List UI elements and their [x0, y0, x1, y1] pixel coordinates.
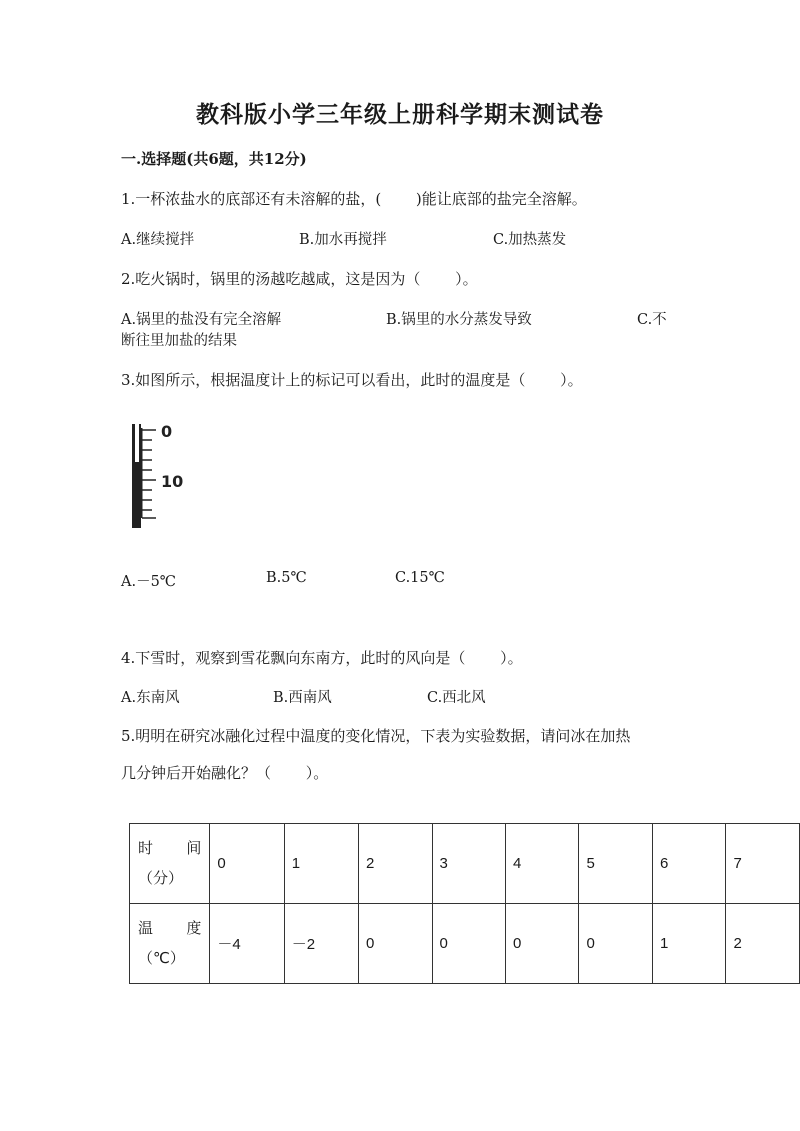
q2-option-b: B.锅里的水分蒸发导致	[386, 312, 532, 328]
thermometer-tube	[132, 424, 135, 528]
table-cell: 3	[432, 824, 505, 904]
q1-option-b: B.加水再搅拌	[299, 232, 387, 248]
q2-option-c: C.不	[637, 312, 667, 328]
table-cell: 0	[359, 904, 432, 984]
q2-option-c-continuation: 断往里加盐的结果	[121, 333, 237, 349]
row-label-temp-unit: （℃）	[138, 949, 185, 967]
table-cell: －2	[284, 904, 358, 984]
thermometer-scale	[141, 428, 143, 518]
q4-option-c: C.西北风	[427, 690, 486, 706]
table-cell: 0	[579, 904, 652, 984]
table-row-temperature	[130, 904, 800, 984]
question-4: 4.下雪时，观察到雪花飘向东南方，此时的风向是（ ）。	[121, 649, 523, 667]
table-cell: 5	[579, 824, 652, 904]
q1-option-c: C.加热蒸发	[493, 232, 567, 248]
table-cell: 1	[284, 824, 358, 904]
row-label-time-char-2: 间	[186, 839, 202, 857]
question-5-line-2: 几分钟后开始融化？（ ）。	[121, 764, 329, 782]
thermometer-tube-right	[139, 424, 141, 528]
section-heading: 一.选择题(共6题，共12分)	[121, 150, 307, 168]
thermometer-liquid	[135, 462, 139, 528]
table-cell: －4	[210, 904, 284, 984]
thermometer-label-10: 10	[161, 472, 184, 491]
q3-option-a: A.－5℃	[121, 574, 177, 590]
row-label-time-unit: （分）	[138, 869, 184, 887]
table-cell: 1	[652, 904, 725, 984]
table-cell: 6	[652, 824, 725, 904]
q2-option-a: A.锅里的盐没有完全溶解	[121, 312, 282, 328]
thermometer-ticks	[142, 430, 156, 518]
question-2: 2.吃火锅时，锅里的汤越吃越咸，这是因为（ ）。	[121, 270, 478, 288]
data-table	[129, 823, 800, 984]
table-cell: 7	[726, 824, 800, 904]
table-cell: 0	[432, 904, 505, 984]
thermometer-label-0: 0	[161, 422, 173, 441]
table-cell: 0	[506, 904, 579, 984]
q1-option-a: A.继续搅拌	[121, 232, 195, 248]
q4-option-b: B.西南风	[273, 690, 332, 706]
row-label-temp-char-2: 度	[186, 919, 202, 937]
question-1: 1.一杯浓盐水的底部还有未溶解的盐，( )能让底部的盐完全溶解。	[121, 190, 587, 208]
table-cell: 0	[210, 824, 284, 904]
q3-option-c: C.15℃	[395, 570, 445, 586]
question-3: 3.如图所示，根据温度计上的标记可以看出，此时的温度是（ ）。	[121, 371, 583, 389]
row-label-temperature	[130, 904, 210, 984]
row-label-time	[130, 824, 210, 904]
table-row-time	[130, 824, 800, 904]
row-label-temp-char-1: 温	[138, 919, 154, 937]
question-5-line-1: 5.明明在研究冰融化过程中温度的变化情况，下表为实验数据，请问冰在加热	[121, 727, 631, 745]
table-cell: 2	[726, 904, 800, 984]
thermometer-figure	[128, 420, 208, 532]
table-cell: 2	[359, 824, 432, 904]
row-label-time-char-1: 时	[138, 839, 154, 857]
page-title: 教科版小学三年级上册科学期末测试卷	[196, 101, 604, 128]
q3-option-b: B.5℃	[266, 570, 307, 586]
q4-option-a: A.东南风	[121, 690, 180, 706]
table-cell: 4	[506, 824, 579, 904]
